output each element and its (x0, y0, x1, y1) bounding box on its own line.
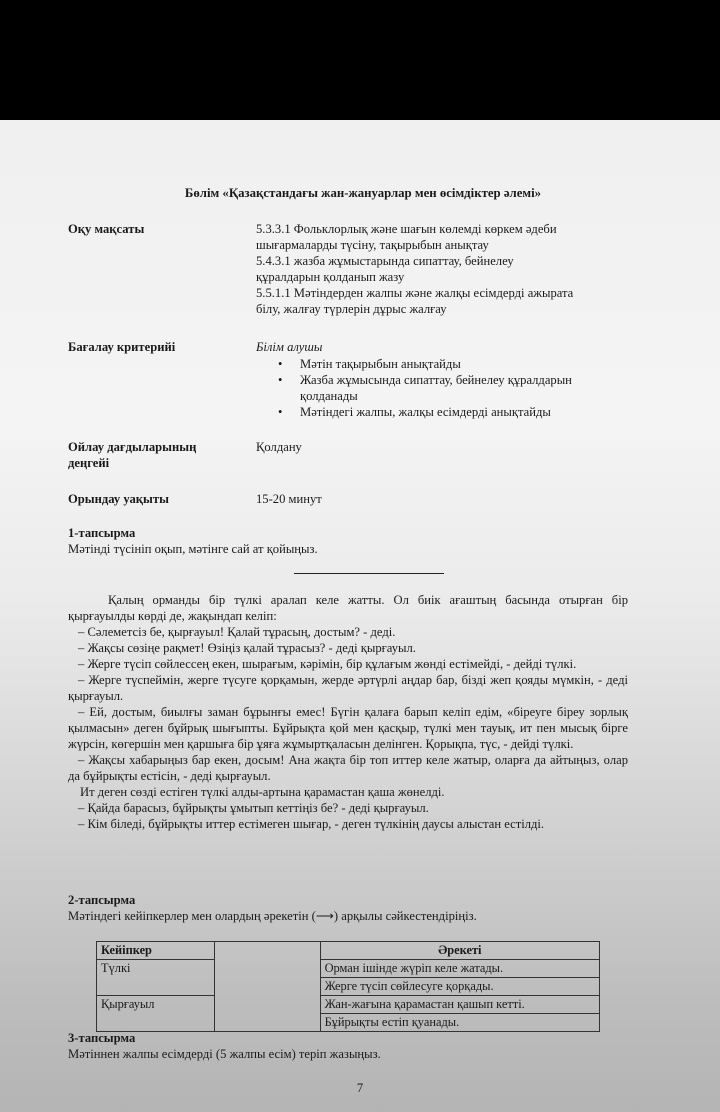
matching-table (96, 941, 600, 1032)
action-cell: Жан-жағына қарамастан қашып кетті. (320, 996, 599, 1014)
story-paragraph: – Ей, достым, биылғы заман бұрынғы емес! Бүгін қалаға барып келіп едім, «біреуге біреу зорлық қылмасын» деген бұйрық шығыпты. Бұйрықта қой мен қасқыр, түлкі мен тауық, ит пен мысық бірге жүрсін, көгершін мен қаршыға бір ұяға жұмыртқаласын делінген. Қорықпа, түс, - дейді түлкі. (68, 705, 628, 751)
title-answer-line[interactable] (294, 573, 444, 574)
goals-label: Оқу мақсаты (68, 222, 145, 236)
task1-heading: 1-тапсырма (68, 526, 136, 540)
task3-heading: 3-тапсырма (68, 1031, 136, 1045)
col-header-actions: Әрекеті (320, 942, 599, 960)
top-black-bar (0, 0, 720, 120)
section-title: Бөлім «Қазақстандағы жан-жануарлар мен өсімдіктер әлемі» (184, 186, 542, 200)
goals-value (256, 221, 628, 317)
skill-label: Ойлау дағдыларының деңгейі (68, 440, 197, 470)
page-number: 7 (356, 1081, 364, 1095)
task3-block (68, 1030, 668, 1062)
task1-block (68, 525, 668, 557)
story-paragraph: – Қайда барасыз, бұйрықты ұмытып кеттіңіз бе? - деді қырғауыл. (78, 801, 429, 815)
matching-gap[interactable] (214, 942, 320, 1032)
action-cell: Бұйрықты естіп қуанады. (320, 1014, 599, 1032)
time-value: 15-20 минут (256, 492, 322, 506)
goal-line: құралдарын қолданып жазу (256, 270, 405, 284)
criteria-value (256, 339, 628, 420)
story-paragraph: – Кім біледі, бұйрықты иттер естімеген шығар, - деген түлкінің даусы алыстан естілді. (78, 817, 545, 831)
goal-line: білу, жалғау түрлерін дұрыс жалғау (256, 302, 447, 316)
task2-heading: 2-тапсырма (68, 893, 136, 907)
criteria-item: • Мәтін тақырыбын анықтайды (300, 356, 628, 372)
criteria-list (256, 356, 628, 420)
action-cell: Орман ішінде жүріп келе жатады. (320, 960, 599, 978)
criteria-intro: Білім алушы (256, 340, 323, 354)
story-paragraph: – Жерге түспеймін, жерге түсуге қорқамын, жерде әртүрлі аңдар бар, бізді жеп қояды мүмкін, - деді қырғауыл. (68, 673, 628, 703)
goal-line: шығармаларды түсіну, тақырыбын анықтау (256, 238, 489, 252)
time-label: Орындау уақыты (68, 492, 169, 506)
story-paragraph: – Жақсы хабарыңыз бар екен, досым! Ана жақта бір топ иттер келе жатыр, оларға да айтыңыз, олар да бұйрықты естісін, - деді қырғауыл. (68, 753, 628, 783)
goal-line: 5.4.3.1 жазба жұмыстарында сипаттау, бейнелеу (256, 254, 514, 268)
story-paragraph: – Жерге түсіп сөйлессең екен, шырағым, кәрімін, бір құлағым жөнді естімейді, - дейді түлкі. (78, 657, 577, 671)
story-paragraph: Қалың орманды бір түлкі аралап келе жатты. Ол биік ағаштың басында отырған бір қырғауылды көрді де, жақындап келіп: (68, 593, 628, 623)
story-text (68, 592, 628, 832)
task2-block (68, 892, 668, 924)
character-cell: Түлкі (97, 960, 215, 996)
goal-line: 5.5.1.1 Мәтіндерден жалпы және жалқы есімдерді ажырата (256, 286, 574, 300)
criteria-item: • Мәтіндегі жалпы, жалқы есімдерді анықтайды (300, 404, 628, 420)
task3-instruction: Мәтіннен жалпы есімдерді (5 жалпы есім) теріп жазыңыз. (68, 1047, 381, 1061)
criteria-item: • Жазба жұмысында сипаттау, бейнелеу құралдарын қолданады (300, 372, 628, 404)
skill-value: Қолдану (256, 440, 302, 454)
action-cell: Жерге түсіп сөйлесуге қорқады. (320, 978, 599, 996)
task1-instruction: Мәтінді түсініп оқып, мәтінге сай ат қойыңыз. (68, 542, 318, 556)
goal-line: 5.3.3.1 Фольклорлық және шағын көлемді көркем әдеби (256, 222, 557, 236)
story-paragraph: – Жақсы сөзіңе рақмет! Өзіңіз қалай тұрасыз? - деді қырғауыл. (78, 641, 416, 655)
right-arrow-icon: ⟶ (315, 909, 334, 923)
task2-instruction: Мәтіндегі кейіпкерлер мен олардың әрекетін (⟶) арқылы сәйкестендіріңіз. (68, 909, 477, 923)
criteria-label: Бағалау критерийі (68, 340, 176, 354)
story-paragraph: – Сәлеметсіз бе, қырғауыл! Қалай тұрасың, достым? - деді. (78, 625, 396, 639)
story-paragraph: Ит деген сөзді естіген түлкі алды-артына қарамастан қаша жөнелді. (80, 785, 445, 799)
col-header-characters: Кейіпкер (97, 942, 215, 960)
character-cell: Қырғауыл (97, 996, 215, 1032)
